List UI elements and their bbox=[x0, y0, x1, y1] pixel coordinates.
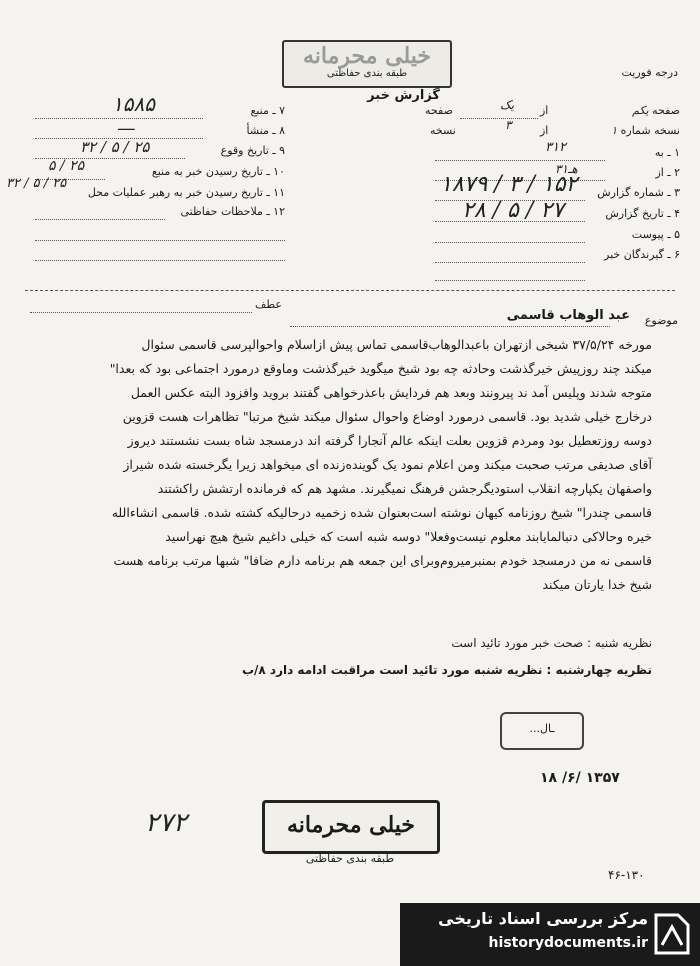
classification-caption: طبقه بندی حفاظتی bbox=[326, 68, 408, 79]
body-line: میکند چند روزپیش خیرگذشت وحادثه چه بود شیخ میگوید خیرگذشت وماوقع درمورد اجتماعی بود که بعدا" bbox=[109, 361, 652, 376]
classification-stamp-text: خیلی محرمانه bbox=[286, 812, 416, 838]
recipients-label: ۶ ـ گیرندگان خبر bbox=[604, 248, 680, 261]
copy-of-label: از bbox=[540, 124, 549, 137]
attachment-label: ۵ ـ پیوست bbox=[631, 228, 680, 241]
report-date-label: ۴ ـ تاریخ گزارش bbox=[605, 207, 680, 220]
copy-row: نسخه شماره ۱ bbox=[611, 124, 680, 137]
page-number: ۲۷۲ bbox=[145, 808, 187, 838]
reference-label: عطف bbox=[255, 298, 282, 311]
body-line: خیره وحالاکی دنبالمایابند معلوم نیست‌وفعلا" دوسه شبه است که خیلی داغیم شیخ هیچ نهراسید bbox=[165, 529, 652, 544]
urgency-label: درجه فوریت bbox=[621, 66, 678, 79]
document-code: ۴۶-۱۳۰ bbox=[608, 868, 645, 882]
origin-value: ــــ bbox=[118, 118, 135, 134]
body-line: قاسمی چندرا" شیخ روزنامه کیهان نوشته است‌بعنوان شده زخمیه درحالیکه کشته شده. قاسمی انشاءالله bbox=[111, 505, 652, 520]
copy-total: ۳ bbox=[505, 118, 512, 132]
report-body bbox=[32, 333, 652, 597]
body-line: دوسه روزتعطیل بود ومردم قزوین بعلت اینکه عالم آنجارا گرفته اند درمسجد شاه بست نشستند دیروز bbox=[127, 433, 652, 448]
subject-label: موضوع bbox=[644, 314, 678, 327]
report-number-value: ۱۸۷۹ / ۳ / ۱۵۲ bbox=[440, 172, 578, 197]
event-date-value: ۳۲ / ۵ / ۲۵ bbox=[80, 138, 150, 156]
report-number-label: ۳ ـ شماره گزارش bbox=[597, 186, 680, 199]
body-line: آقای صدیقی مرتب صحبت میکند ومن اعلام نمود یک گوینده‌زنده ای میخواهد زیرا یگرخسته شده شیراز bbox=[123, 457, 652, 472]
to-label: ۱ ـ به bbox=[654, 146, 680, 159]
archive-name: مرکز بررسی اسناد تاریخی bbox=[438, 909, 648, 928]
source-label: ۷ ـ منبع bbox=[250, 104, 285, 117]
opinion-wednesday: نظریه چهارشنبه : نظریه شنبه مورد تائید است مراقبت ادامه دارد ۸/ب bbox=[241, 663, 652, 677]
event-date-label: ۹ ـ تاریخ وقوع bbox=[220, 144, 285, 157]
origin-label: ۸ ـ منشأ bbox=[246, 124, 285, 137]
subject-value: عبد الوهاب قاسمی bbox=[506, 308, 630, 323]
body-line: شیخ خدا یارتان میکند bbox=[542, 577, 652, 592]
archive-emblem-icon bbox=[652, 911, 692, 957]
body-line: قاسمی نه من درمسجد خودم بمنبرمیروم‌وبرای این جمعه هم برنامه دارم ضافا" شبها مرتب برنامه هست bbox=[113, 553, 652, 568]
received-source-label: ۱۰ ـ تاریخ رسیدن خبر به منبع bbox=[151, 165, 285, 178]
classification-stamp-top bbox=[282, 40, 452, 88]
from-value: ۳هـ۱ bbox=[555, 162, 578, 176]
classification-stamp-bottom bbox=[262, 800, 440, 854]
body-line: مورخه ۳۷/۵/۲۴ شیخی ازتهران باعبدالوهاب‌قاسمی تماس پیش ازاسلام واحوالپرسی قاسمی سئوال bbox=[141, 337, 652, 352]
body-line: واصفهان یکپارچه انقلاب استودیگرجشن فرهنگ نمیگیرند. مشهد هم که فرمانده ارتشش راکشتند bbox=[157, 481, 652, 496]
page-word: صفحه bbox=[425, 104, 453, 117]
archive-url: historydocuments.ir bbox=[488, 935, 648, 951]
to-value: ۳۱۲ bbox=[545, 140, 566, 155]
copy-word: نسخه bbox=[430, 124, 456, 137]
report-title: گزارش خبر bbox=[367, 88, 440, 103]
classification-caption: طبقه بندی حفاظتی bbox=[305, 852, 395, 865]
page-of-label: از bbox=[540, 104, 549, 117]
opinion-saturday: نظریه شنبه : صحت خبر مورد تائید است bbox=[451, 636, 652, 650]
classification-stamp-text: خیلی محرمانه bbox=[302, 43, 432, 69]
source-value: ۱۵۸۵ bbox=[112, 92, 155, 116]
received-ops-value: ۳۲ / ۵ / ۲۵ bbox=[6, 176, 67, 191]
received-source-value: ۵ / ۲۵ bbox=[48, 158, 85, 174]
received-ops-label: ۱۱ ـ تاریخ رسیدن خبر به رهبر عملیات محل bbox=[87, 186, 285, 199]
report-date-value: ۲۸ / ۵ / ۲۷ bbox=[462, 198, 564, 223]
body-line: متوجه شدند وپلیس آمد ند پیرونند وبعد هم فردایش باعذرخواهی گفتند بروید وافزود البته عکس العمل bbox=[130, 385, 652, 400]
separator-line bbox=[25, 290, 675, 291]
archive-logo bbox=[400, 903, 700, 966]
security-notes-label: ۱۲ ـ ملاحظات حفاظتی bbox=[180, 205, 285, 218]
from-label: ۲ ـ از bbox=[655, 166, 680, 179]
page-row: صفحه یکم bbox=[632, 104, 680, 117]
page-total: یک bbox=[500, 98, 515, 112]
registry-stamp: ...ـال bbox=[500, 712, 584, 750]
body-line: درخارج خیلی شدید بود. قاسمی درمورد اوضاع واحوال سئوال میکند شیخ مرتبا" تظاهرات هست قزوین bbox=[122, 409, 652, 424]
date-stamp: ۱۸ /۶/ ۱۳۵۷ bbox=[540, 770, 620, 786]
